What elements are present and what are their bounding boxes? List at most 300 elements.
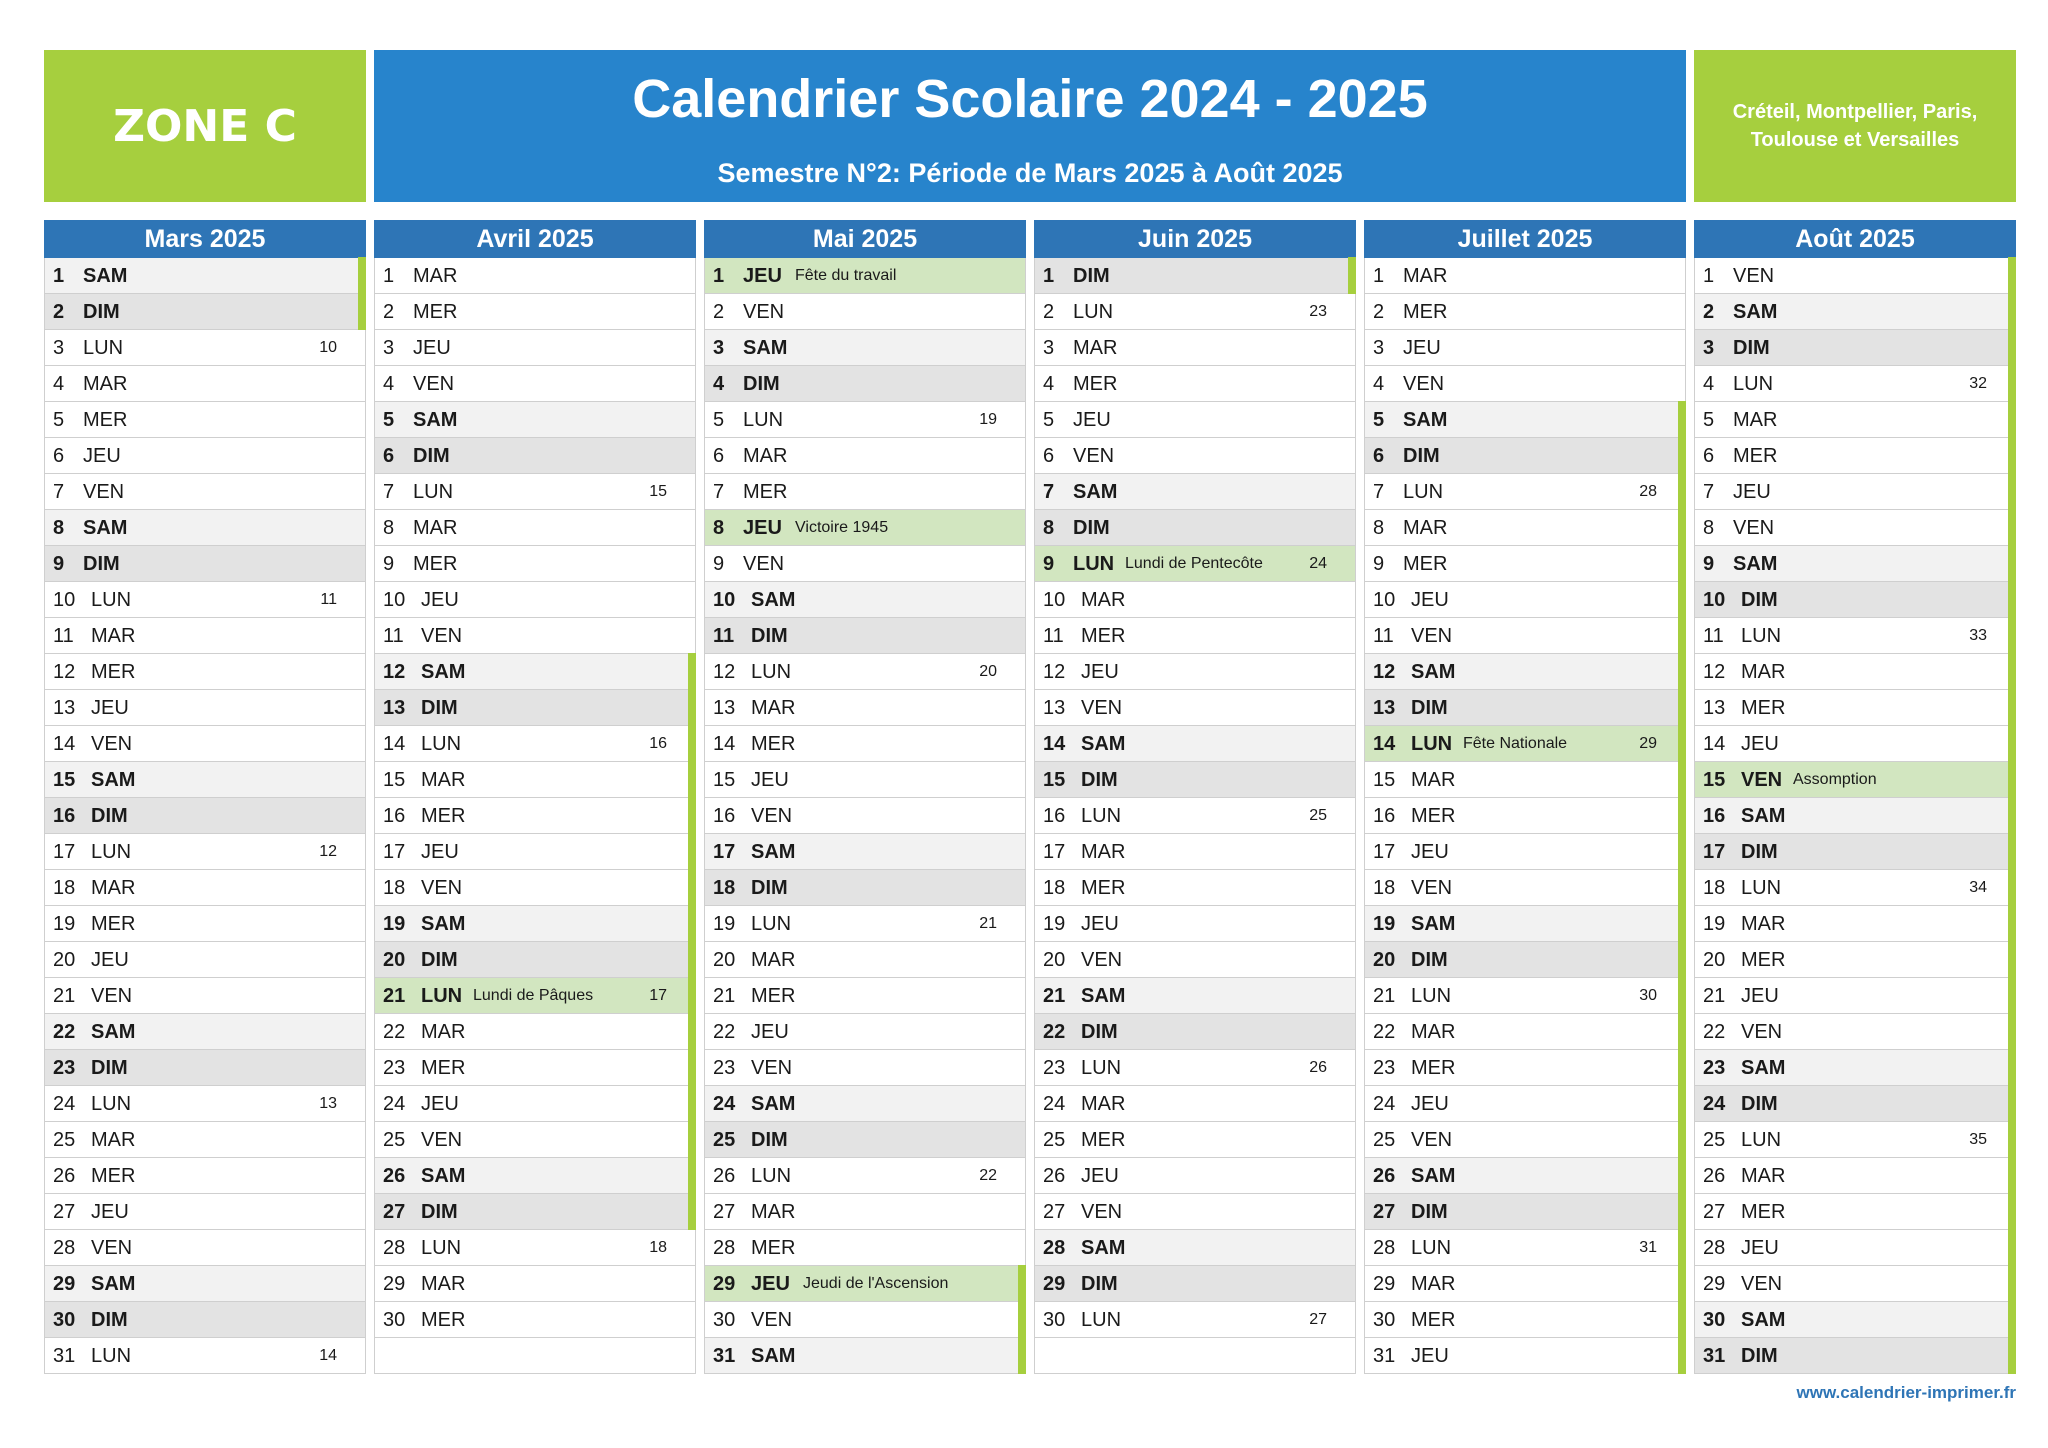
weekday: SAM [421, 661, 466, 683]
weekday: MER [751, 733, 796, 755]
day-row [1694, 402, 2016, 438]
day-number: 10 [53, 589, 76, 611]
day-row [44, 1266, 366, 1302]
weekday: MAR [421, 769, 466, 791]
weekday: LUN [751, 913, 792, 935]
day-number: 30 [1373, 1309, 1396, 1331]
weekday: LUN [91, 1093, 132, 1115]
day-row [704, 1230, 1026, 1266]
day-row [1364, 1086, 1686, 1122]
day-row [1364, 402, 1686, 438]
week-number: 11 [320, 591, 337, 608]
weekday: VEN [1411, 1129, 1453, 1151]
day-row [704, 1050, 1026, 1086]
weekday: VEN [1411, 625, 1453, 647]
day-row [1694, 438, 2016, 474]
weekday: SAM [421, 1165, 466, 1187]
day-number: 6 [713, 445, 725, 467]
weekday: DIM [91, 805, 128, 827]
day-row [1694, 798, 2016, 834]
day-number: 16 [713, 805, 736, 827]
day-row [1364, 762, 1686, 798]
day-row [1694, 1050, 2016, 1086]
weekday: VEN [743, 553, 785, 575]
day-number: 2 [53, 301, 65, 323]
weekday: MAR [1411, 769, 1456, 791]
day-row [44, 402, 366, 438]
day-number: 14 [53, 733, 76, 755]
day-number: 22 [713, 1021, 736, 1043]
day-row [1034, 834, 1356, 870]
day-row [1364, 1158, 1686, 1194]
weekday: LUN [1741, 625, 1782, 647]
day-row [704, 402, 1026, 438]
day-row [1694, 906, 2016, 942]
weekday: MER [751, 1237, 796, 1259]
day-number: 18 [713, 877, 736, 899]
day-row [704, 438, 1026, 474]
day-number: 12 [713, 661, 736, 683]
day-number: 1 [1703, 265, 1715, 287]
day-row [1364, 258, 1686, 294]
weekday: DIM [1073, 517, 1110, 539]
day-number: 2 [1043, 301, 1055, 323]
day-number: 25 [1373, 1129, 1396, 1151]
weekday: LUN [1733, 373, 1774, 395]
day-number: 24 [1043, 1093, 1066, 1115]
day-number: 3 [1043, 337, 1055, 359]
weekday: MAR [91, 625, 136, 647]
day-row [1364, 294, 1686, 330]
day-number: 15 [1043, 769, 1066, 791]
day-row [374, 834, 696, 870]
weekday: MAR [1411, 1021, 1456, 1043]
month-header: Mai 2025 [704, 220, 1026, 258]
day-row [704, 1158, 1026, 1194]
day-number: 26 [713, 1165, 736, 1187]
week-number: 23 [1309, 303, 1327, 320]
day-number: 29 [383, 1273, 406, 1295]
day-row [374, 978, 696, 1014]
weekday: SAM [1411, 1165, 1456, 1187]
page-subtitle: Semestre N°2: Période de Mars 2025 à Août 2025 [717, 158, 1343, 188]
day-row [374, 1194, 696, 1230]
day-number: 3 [1373, 337, 1385, 359]
weekday: VEN [91, 1237, 133, 1259]
weekday: VEN [421, 1129, 463, 1151]
day-row [1034, 1014, 1356, 1050]
day-row [1364, 870, 1686, 906]
day-number: 2 [1703, 301, 1715, 323]
weekday: MER [413, 301, 458, 323]
day-row [44, 258, 366, 294]
day-row [1694, 690, 2016, 726]
day-row [44, 474, 366, 510]
day-number: 25 [1703, 1129, 1726, 1151]
weekday: VEN [751, 805, 793, 827]
weekday: MER [91, 913, 136, 935]
day-row [374, 294, 696, 330]
day-row [704, 870, 1026, 906]
day-number: 25 [53, 1129, 76, 1151]
weekday: SAM [83, 517, 128, 539]
week-number: 30 [1639, 987, 1657, 1004]
day-row [1034, 690, 1356, 726]
weekday: MAR [1081, 1093, 1126, 1115]
weekday: VEN [1733, 265, 1775, 287]
day-row [44, 366, 366, 402]
day-number: 11 [383, 625, 404, 647]
day-row [704, 942, 1026, 978]
weekday: VEN [1741, 1021, 1783, 1043]
day-number: 7 [713, 481, 725, 503]
day-number: 20 [713, 949, 736, 971]
day-row [1034, 1158, 1356, 1194]
day-number: 15 [53, 769, 76, 791]
day-row [1364, 1194, 1686, 1230]
weekday: MAR [751, 697, 796, 719]
day-number: 16 [1373, 805, 1396, 827]
weekday: VEN [1403, 373, 1445, 395]
day-row [1034, 870, 1356, 906]
day-row [1034, 366, 1356, 402]
day-row [1364, 438, 1686, 474]
day-row [1364, 582, 1686, 618]
day-number: 27 [1703, 1201, 1726, 1223]
day-number: 3 [713, 337, 725, 359]
day-row [704, 546, 1026, 582]
weekday: JEU [91, 949, 129, 971]
holiday-label: Fête Nationale [1463, 735, 1568, 752]
weekday: VEN [1073, 445, 1115, 467]
day-row [704, 654, 1026, 690]
day-row [704, 834, 1026, 870]
weekday: SAM [1733, 301, 1778, 323]
day-number: 14 [1703, 733, 1726, 755]
weekday: MAR [91, 877, 136, 899]
week-number: 33 [1969, 627, 1987, 644]
month-header: Juin 2025 [1034, 220, 1356, 258]
week-number: 24 [1309, 555, 1327, 572]
holiday-label: Assomption [1793, 771, 1877, 788]
day-row [44, 1158, 366, 1194]
day-number: 29 [53, 1273, 76, 1295]
day-row [1034, 1194, 1356, 1230]
day-row [1034, 618, 1356, 654]
weekday: MER [1411, 805, 1456, 827]
day-row [1694, 870, 2016, 906]
weekday: VEN [751, 1309, 793, 1331]
website-link[interactable]: www.calendrier-imprimer.fr [1796, 1383, 2016, 1402]
weekday: MAR [1081, 841, 1126, 863]
weekday: DIM [1081, 1273, 1118, 1295]
week-number: 10 [319, 339, 337, 356]
day-number: 23 [1373, 1057, 1396, 1079]
day-row [44, 1122, 366, 1158]
day-number: 10 [1703, 589, 1726, 611]
weekday: SAM [1741, 1057, 1786, 1079]
day-number: 12 [53, 661, 76, 683]
day-number: 16 [1043, 805, 1066, 827]
day-row [1034, 1230, 1356, 1266]
day-number: 10 [383, 589, 406, 611]
holiday-label: Victoire 1945 [795, 519, 889, 536]
day-row [1364, 1266, 1686, 1302]
weekday: MER [1741, 949, 1786, 971]
weekday: DIM [1081, 1021, 1118, 1043]
day-row [704, 582, 1026, 618]
day-row [1034, 762, 1356, 798]
day-row [44, 1014, 366, 1050]
weekday: MER [1741, 1201, 1786, 1223]
day-number: 2 [713, 301, 725, 323]
day-number: 18 [1043, 877, 1066, 899]
weekday: DIM [1741, 841, 1778, 863]
weekday: LUN [91, 1345, 132, 1367]
day-number: 26 [1043, 1165, 1066, 1187]
day-number: 16 [383, 805, 406, 827]
holiday-label: Lundi de Pentecôte [1125, 555, 1263, 572]
weekday: VEN [743, 301, 785, 323]
day-number: 1 [713, 265, 725, 287]
day-number: 23 [53, 1057, 76, 1079]
day-number: 20 [1043, 949, 1066, 971]
weekday: SAM [421, 913, 466, 935]
weekday: JEU [421, 841, 459, 863]
day-row [1694, 1158, 2016, 1194]
weekday: LUN [413, 481, 454, 503]
day-row [374, 474, 696, 510]
day-row [44, 942, 366, 978]
weekday: MER [413, 553, 458, 575]
day-number: 12 [1703, 661, 1726, 683]
weekday: MAR [421, 1273, 466, 1295]
day-row [44, 1194, 366, 1230]
weekday: LUN [1073, 301, 1114, 323]
day-number: 6 [1043, 445, 1055, 467]
day-row [1694, 1302, 2016, 1338]
day-row [704, 1302, 1026, 1338]
day-row [44, 618, 366, 654]
week-number: 34 [1969, 879, 1987, 896]
weekday: MAR [413, 517, 458, 539]
day-row [1034, 330, 1356, 366]
day-number: 25 [383, 1129, 406, 1151]
weekday: LUN [1411, 1237, 1452, 1259]
weekday: MER [1081, 625, 1126, 647]
day-row [374, 1014, 696, 1050]
day-row [1694, 582, 2016, 618]
day-number: 21 [1043, 985, 1066, 1007]
weekday: SAM [751, 589, 796, 611]
day-number: 27 [713, 1201, 736, 1223]
day-number: 30 [713, 1309, 736, 1331]
weekday: VEN [83, 481, 125, 503]
day-number: 11 [713, 625, 735, 647]
weekday: MER [1073, 373, 1118, 395]
month-header: Avril 2025 [374, 220, 696, 258]
day-number: 7 [383, 481, 395, 503]
day-row [44, 330, 366, 366]
day-row [1694, 258, 2016, 294]
day-row [1694, 726, 2016, 762]
day-number: 21 [1373, 985, 1396, 1007]
day-row [44, 510, 366, 546]
day-row [374, 1122, 696, 1158]
holiday-label: Fête du travail [795, 267, 897, 284]
day-row [44, 546, 366, 582]
day-row [1034, 1266, 1356, 1302]
day-number: 31 [1703, 1345, 1726, 1367]
day-row [1364, 834, 1686, 870]
day-row [374, 366, 696, 402]
day-number: 22 [53, 1021, 76, 1043]
weekday: SAM [91, 1273, 136, 1295]
day-row [704, 330, 1026, 366]
weekday: MAR [1081, 589, 1126, 611]
month-column [1364, 220, 1686, 1374]
weekday: LUN [91, 589, 132, 611]
weekday: MAR [1403, 517, 1448, 539]
day-number: 21 [713, 985, 736, 1007]
day-row [1694, 1338, 2016, 1374]
day-row [44, 1338, 366, 1374]
day-number: 6 [53, 445, 65, 467]
day-row [374, 402, 696, 438]
day-row [1694, 546, 2016, 582]
day-number: 6 [383, 445, 395, 467]
weekday: LUN [1741, 877, 1782, 899]
day-row [1694, 1266, 2016, 1302]
day-row [374, 1266, 696, 1302]
weekday: JEU [1081, 913, 1119, 935]
day-number: 29 [1043, 1273, 1066, 1295]
weekday: LUN [1411, 733, 1453, 755]
weekday: SAM [1741, 805, 1786, 827]
day-number: 3 [53, 337, 65, 359]
weekday: LUN [751, 1165, 792, 1187]
day-row [44, 294, 366, 330]
weekday: MER [1741, 697, 1786, 719]
day-number: 25 [1043, 1129, 1066, 1151]
day-row [704, 510, 1026, 546]
weekday: MAR [1741, 913, 1786, 935]
weekday: MAR [1741, 661, 1786, 683]
day-number: 23 [1043, 1057, 1066, 1079]
day-row [374, 942, 696, 978]
weekday: SAM [1411, 661, 1456, 683]
day-number: 23 [713, 1057, 736, 1079]
day-row [374, 582, 696, 618]
weekday: JEU [751, 1021, 789, 1043]
day-number: 15 [1703, 769, 1726, 791]
weekday: JEU [421, 1093, 459, 1115]
day-number: 15 [1373, 769, 1396, 791]
day-row [1694, 834, 2016, 870]
day-number: 29 [1703, 1273, 1726, 1295]
weekday: DIM [751, 1129, 788, 1151]
day-row [374, 330, 696, 366]
day-row [1364, 726, 1686, 762]
weekday: JEU [91, 697, 129, 719]
day-row [704, 294, 1026, 330]
month-column [44, 220, 366, 1374]
day-number: 3 [383, 337, 395, 359]
day-number: 1 [1373, 265, 1385, 287]
day-number: 15 [713, 769, 736, 791]
weekday: MAR [1733, 409, 1778, 431]
day-row [374, 258, 696, 294]
weekday: JEU [1411, 1345, 1449, 1367]
weekday: VEN [1081, 1201, 1123, 1223]
day-number: 20 [1703, 949, 1726, 971]
day-number: 16 [53, 805, 76, 827]
day-row [704, 258, 1026, 294]
page-title: Calendrier Scolaire 2024 - 2025 [632, 69, 1428, 129]
day-number: 26 [53, 1165, 76, 1187]
day-number: 9 [1373, 553, 1385, 575]
weekday: JEU [421, 589, 459, 611]
day-row [704, 978, 1026, 1014]
weekday: MER [743, 481, 788, 503]
month-column [704, 220, 1026, 1374]
day-row [1034, 1302, 1356, 1338]
weekday: VEN [1411, 877, 1453, 899]
weekday: LUN [421, 733, 462, 755]
weekday: SAM [1741, 1309, 1786, 1331]
week-number: 25 [1309, 807, 1327, 824]
day-row [44, 582, 366, 618]
day-row [1034, 402, 1356, 438]
day-row [1694, 510, 2016, 546]
day-number: 7 [1703, 481, 1715, 503]
day-row [704, 1122, 1026, 1158]
day-row [1364, 798, 1686, 834]
weekday: SAM [1081, 733, 1126, 755]
day-number: 13 [713, 697, 736, 719]
weekday: LUN [421, 1237, 462, 1259]
day-row [704, 618, 1026, 654]
day-row [704, 1338, 1026, 1374]
day-row [374, 906, 696, 942]
day-number: 22 [383, 1021, 406, 1043]
weekday: MER [1403, 301, 1448, 323]
weekday: MER [1081, 877, 1126, 899]
day-number: 30 [383, 1309, 406, 1331]
day-row [44, 1230, 366, 1266]
day-number: 21 [1703, 985, 1726, 1007]
day-number: 22 [1043, 1021, 1066, 1043]
day-number: 7 [53, 481, 65, 503]
day-row [1034, 294, 1356, 330]
weekday: JEU [1081, 661, 1119, 683]
day-row [1694, 1086, 2016, 1122]
weekday: DIM [1741, 1093, 1778, 1115]
weekday: JEU [1403, 337, 1441, 359]
week-number: 21 [979, 915, 997, 932]
weekday: VEN [1733, 517, 1775, 539]
day-number: 21 [53, 985, 76, 1007]
week-number: 19 [979, 411, 997, 428]
day-number: 29 [713, 1273, 736, 1295]
day-row [44, 1086, 366, 1122]
day-row [704, 906, 1026, 942]
day-number: 8 [713, 517, 725, 539]
weekday: VEN [91, 733, 133, 755]
weekday: SAM [751, 1093, 796, 1115]
week-number: 27 [1309, 1311, 1327, 1328]
day-row [44, 870, 366, 906]
